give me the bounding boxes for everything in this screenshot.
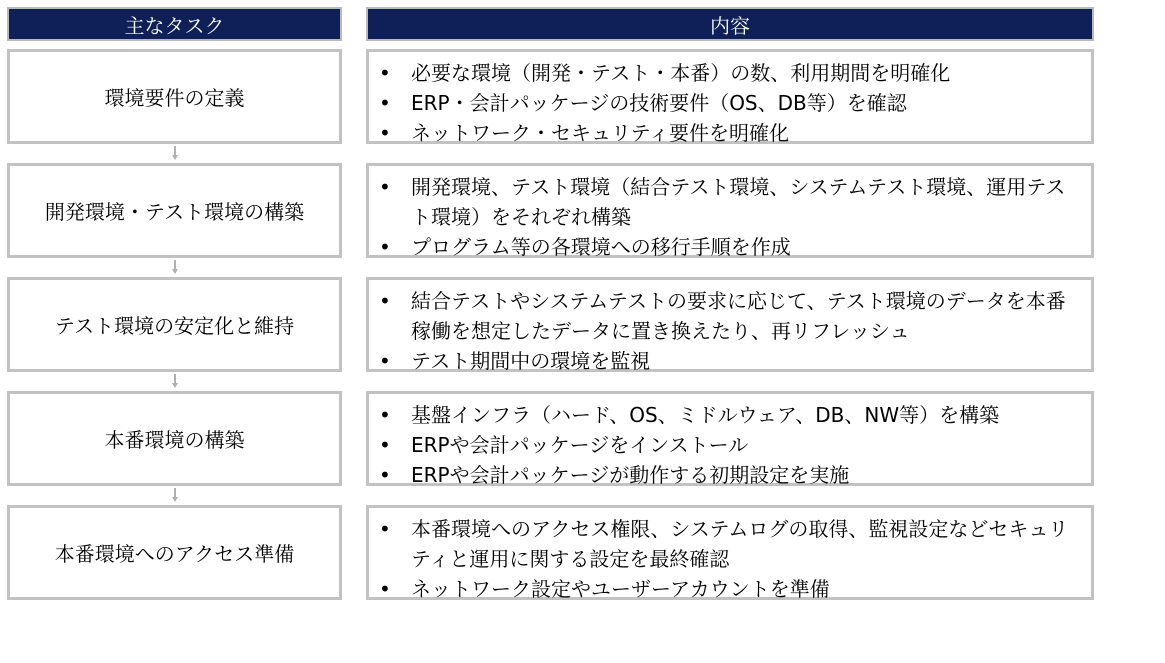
list-item-text: 基盤インフラ（ハード、OS、ミドルウェア、DB、NW等）を構築	[411, 403, 1000, 427]
list-item-text: ネットワーク・セキュリティ要件を明確化	[411, 121, 789, 145]
list-item-text: ネットワーク設定やユーザーアカウントを準備	[411, 577, 830, 601]
list-item-text: プログラム等の各環境への移行手順を作成	[411, 235, 791, 259]
list-item	[377, 514, 1081, 574]
content-list	[377, 172, 1081, 262]
list-item	[377, 172, 1081, 232]
task-label: テスト環境の安定化と維持	[54, 314, 295, 338]
bullet-icon: •	[379, 91, 391, 115]
content-list	[377, 514, 1081, 604]
list-item	[377, 460, 1081, 490]
connector-arrow-icon	[172, 260, 178, 274]
header-task	[7, 7, 342, 41]
content-list	[377, 286, 1081, 376]
list-item-text: ERPや会計パッケージが動作する初期設定を実施	[411, 463, 850, 487]
list-item-text: テスト期間中の環境を監視	[411, 349, 651, 373]
header-task-label: 主なタスク	[124, 13, 225, 38]
list-item-text: ERPや会計パッケージをインストール	[411, 433, 749, 457]
list-item-text: 必要な環境（開発・テスト・本番）の数、利用期間を明確化	[411, 61, 951, 85]
connector-arrow-icon	[172, 374, 178, 388]
task-box-1	[7, 49, 342, 144]
list-item	[377, 400, 1081, 430]
content-list	[377, 58, 1081, 148]
content-box-3	[366, 277, 1094, 372]
list-item-text: 本番環境へのアクセス権限、システムログの取得、監視設定などセキュリティと運用に関する設定を最終確認	[411, 517, 1069, 571]
bullet-icon: •	[379, 403, 391, 427]
list-item	[377, 58, 1081, 88]
content-list	[377, 400, 1081, 490]
task-box-2	[7, 163, 342, 258]
task-label: 本番環境の構築	[104, 428, 245, 452]
bullet-icon: •	[379, 517, 391, 541]
list-item	[377, 430, 1081, 460]
list-item	[377, 574, 1081, 604]
content-box-5	[366, 505, 1094, 600]
bullet-icon: •	[379, 235, 391, 259]
bullet-icon: •	[379, 349, 391, 373]
list-item-text: ERP・会計パッケージの技術要件（OS、DB等）を確認	[411, 91, 907, 115]
content-box-1	[366, 49, 1094, 144]
bullet-icon: •	[379, 61, 391, 85]
bullet-icon: •	[379, 121, 391, 145]
content-box-4	[366, 391, 1094, 486]
task-label: 環境要件の定義	[104, 86, 245, 110]
task-label: 本番環境へのアクセス準備	[54, 542, 295, 566]
header-content-label: 内容	[710, 13, 750, 38]
bullet-icon: •	[379, 433, 391, 457]
list-item-text: 開発環境、テスト環境（結合テスト環境、システムテスト環境、運用テスト環境）をそれぞれ構築	[411, 175, 1066, 229]
connector-arrow-icon	[172, 488, 178, 502]
bullet-icon: •	[379, 463, 391, 487]
list-item	[377, 118, 1081, 148]
task-box-4	[7, 391, 342, 486]
bullet-icon: •	[379, 175, 391, 199]
content-box-2	[366, 163, 1094, 258]
task-box-3	[7, 277, 342, 372]
header-content	[366, 7, 1094, 41]
connector-arrow-icon	[172, 146, 178, 160]
task-label: 開発環境・テスト環境の構築	[44, 200, 305, 224]
task-box-5	[7, 505, 342, 600]
bullet-icon: •	[379, 577, 391, 601]
list-item	[377, 232, 1081, 262]
list-item-text: 結合テストやシステムテストの要求に応じて、テスト環境のデータを本番稼働を想定したデータに置き換えたり、再リフレッシュ	[411, 289, 1066, 343]
list-item	[377, 286, 1081, 346]
list-item	[377, 88, 1081, 118]
bullet-icon: •	[379, 289, 391, 313]
list-item	[377, 346, 1081, 376]
